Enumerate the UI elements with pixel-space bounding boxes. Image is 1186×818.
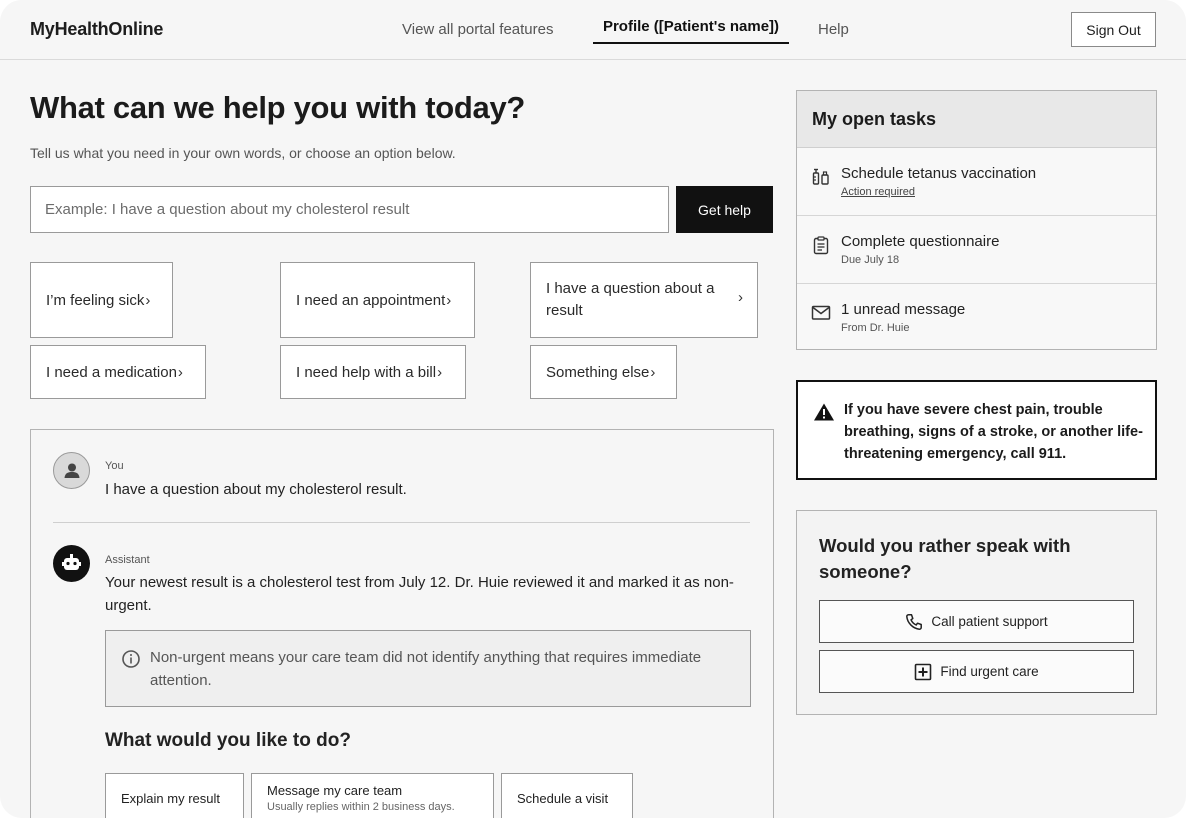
- option-medication[interactable]: [30, 345, 206, 399]
- person-icon: [54, 453, 91, 490]
- explain-result-button[interactable]: [105, 773, 244, 818]
- page-subtitle: Tell us what you need in your own words, or choose an option below.: [30, 145, 456, 161]
- task-sender: From Dr. Huie: [841, 322, 910, 334]
- info-note: [105, 630, 751, 707]
- schedule-visit-label: Schedule a visit: [517, 791, 609, 806]
- task-title: Schedule tetanus vaccination: [841, 165, 1037, 182]
- actions-title: What would you like to do?: [105, 730, 351, 751]
- assistant-label: Assistant: [105, 554, 150, 566]
- speak-with-someone-panel: [796, 510, 1157, 715]
- chevron-right-icon: ›: [738, 289, 743, 306]
- info-note-text: Non-urgent means your care team did not identify anything that requires immediate attention.: [150, 649, 702, 689]
- task-unread-message[interactable]: [797, 284, 1156, 352]
- option-appointment[interactable]: [280, 262, 475, 338]
- user-avatar: [53, 452, 90, 489]
- phone-icon: [905, 613, 923, 631]
- nav-help[interactable]: Help: [818, 21, 849, 38]
- call-patient-support-label: Call patient support: [931, 614, 1048, 629]
- task-title: 1 unread message: [841, 301, 966, 318]
- user-label: You: [105, 460, 124, 472]
- option-label: Something else: [546, 363, 650, 381]
- call-patient-support-button[interactable]: [819, 600, 1134, 643]
- option-label: I need an appointment: [296, 291, 446, 309]
- emergency-alert-text: If you have severe chest pain, trouble breathing, signs of a stroke, or another life-threatening emergency, call 911.: [844, 402, 1143, 462]
- top-navigation-bar: [0, 0, 1186, 60]
- vaccine-icon: [811, 167, 831, 187]
- page-title: What can we help you with today?: [30, 90, 526, 125]
- user-message: I have a question about my cholesterol result.: [105, 481, 407, 498]
- logo[interactable]: MyHealthOnline: [30, 19, 164, 39]
- message-care-team-label: Message my care team: [267, 783, 403, 798]
- sign-out-button[interactable]: Sign Out: [1071, 12, 1156, 47]
- option-label: I have a question about a result: [546, 280, 715, 319]
- clipboard-icon: [811, 235, 831, 255]
- task-action-required-link[interactable]: Action required: [841, 186, 915, 198]
- option-label: I need help with a bill: [296, 363, 437, 381]
- chevron-right-icon: ›: [145, 291, 151, 309]
- assistant-avatar: [53, 545, 90, 582]
- chevron-right-icon: ›: [650, 363, 656, 381]
- option-feeling-sick[interactable]: [30, 262, 173, 338]
- warning-icon: [813, 402, 835, 422]
- task-tetanus-vaccination[interactable]: [797, 148, 1156, 216]
- medical-cross-icon: [914, 663, 932, 681]
- schedule-visit-button[interactable]: [501, 773, 633, 818]
- find-urgent-care-label: Find urgent care: [940, 664, 1039, 679]
- emergency-alert: [796, 380, 1157, 480]
- task-complete-questionnaire[interactable]: [797, 216, 1156, 284]
- chat-divider: [53, 522, 750, 523]
- task-due-date: Due July 18: [841, 254, 900, 266]
- message-care-team-button[interactable]: [251, 773, 494, 818]
- robot-icon: [53, 545, 90, 582]
- chat-panel: [30, 429, 774, 818]
- explain-result-label: Explain my result: [121, 791, 220, 806]
- mail-icon: [811, 303, 831, 323]
- option-bill-help[interactable]: [280, 345, 466, 399]
- help-search-input[interactable]: [30, 186, 669, 233]
- info-icon: [121, 649, 141, 669]
- get-help-button[interactable]: Get help: [676, 186, 773, 233]
- option-label: I need a medication: [46, 363, 177, 381]
- option-question-about-result[interactable]: [530, 262, 758, 338]
- open-tasks-panel: [796, 90, 1157, 350]
- task-title: Complete questionnaire: [841, 233, 1000, 250]
- chevron-right-icon: ›: [446, 291, 452, 309]
- chevron-right-icon: ›: [177, 363, 183, 381]
- nav-view-all-features[interactable]: View all portal features: [402, 21, 554, 38]
- message-care-team-subtext: Usually replies within 2 business days.: [267, 801, 455, 813]
- find-urgent-care-button[interactable]: [819, 650, 1134, 693]
- open-tasks-title: My open tasks: [797, 91, 1156, 148]
- option-label: I’m feeling sick: [46, 291, 145, 309]
- assistant-message: Your newest result is a cholesterol test from July 12. Dr. Huie reviewed it and marked it as non-urgent.: [105, 574, 734, 614]
- chevron-right-icon: ›: [437, 363, 443, 381]
- speak-title: Would you rather speak with someone?: [819, 535, 1071, 582]
- nav-profile[interactable]: Profile ([Patient's name]): [593, 18, 789, 44]
- option-something-else[interactable]: [530, 345, 677, 399]
